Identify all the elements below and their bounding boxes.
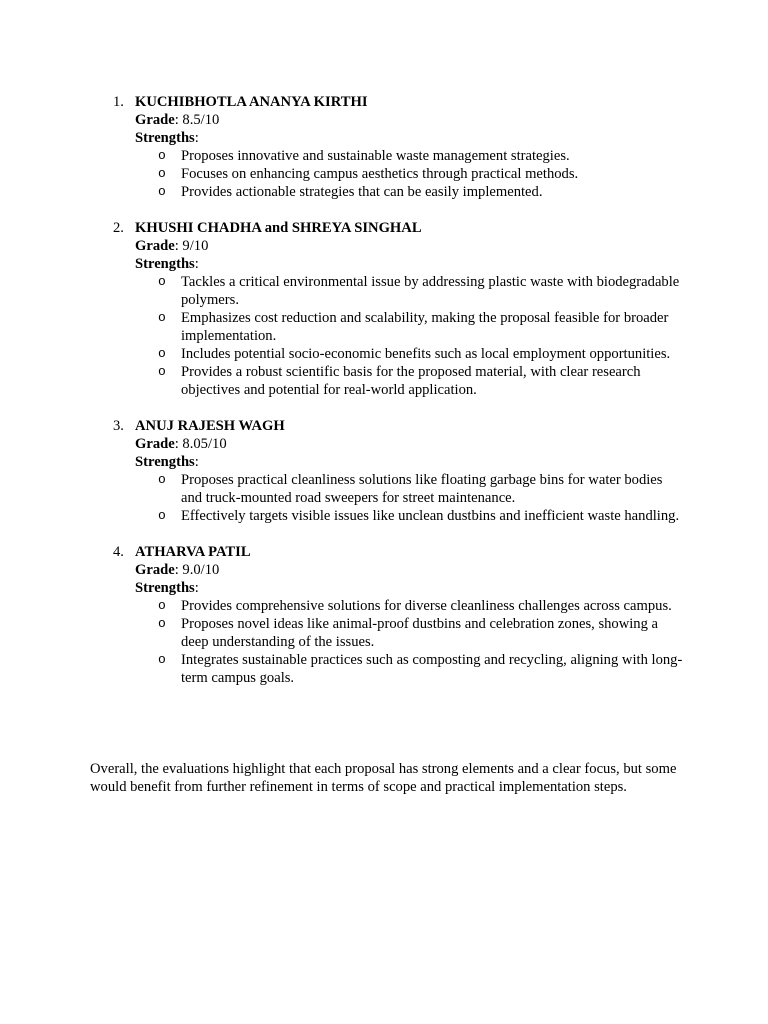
strengths-list [0, 471, 768, 525]
entry-number: 4. [113, 544, 124, 560]
strengths-colon: : [194, 256, 199, 272]
evaluation-entry [0, 93, 768, 201]
strength-item [0, 309, 768, 345]
participant-name: KUCHIBHOTLA ANANYA KIRTHI [135, 94, 368, 110]
grade-value: : 9.0/10 [174, 562, 220, 578]
bullet-icon: o [158, 346, 166, 361]
grade-label: Grade [135, 562, 175, 578]
bullet-icon: o [158, 166, 166, 181]
grade-line [0, 237, 768, 255]
strengths-heading [0, 129, 768, 147]
participant-name: ANUJ RAJESH WAGH [135, 418, 285, 434]
bullet-icon: o [158, 310, 166, 325]
strength-item [0, 363, 768, 399]
strength-text: Effectively targets visible issues like unclean dustbins and inefficient waste handling. [181, 508, 680, 524]
strength-item [0, 651, 768, 687]
strengths-label: Strengths [135, 454, 195, 470]
bullet-icon: o [158, 364, 166, 379]
bullet-icon: o [158, 472, 166, 487]
strength-item [0, 507, 768, 525]
entry-number: 3. [113, 418, 124, 434]
participant-name: ATHARVA PATIL [135, 544, 251, 560]
strength-text: Proposes practical cleanliness solutions like floating garbage bins for water bodies and truck-mounted road sweepers for street maintenance. [181, 472, 663, 506]
strength-item [0, 165, 768, 183]
entry-heading [0, 543, 768, 561]
strength-text: Provides actionable strategies that can be easily implemented. [181, 184, 543, 200]
strengths-colon: : [194, 580, 199, 596]
strength-item [0, 147, 768, 165]
strengths-label: Strengths [135, 256, 195, 272]
strength-text: Proposes innovative and sustainable waste management strategies. [181, 148, 570, 164]
bullet-icon: o [158, 616, 166, 631]
strength-item [0, 597, 768, 615]
grade-line [0, 111, 768, 129]
participant-name: KHUSHI CHADHA and SHREYA SINGHAL [135, 220, 422, 236]
evaluation-list [0, 93, 768, 705]
strength-item [0, 273, 768, 309]
strengths-label: Strengths [135, 580, 195, 596]
evaluation-entry [0, 543, 768, 687]
strength-text: Focuses on enhancing campus aesthetics through practical methods. [181, 166, 579, 182]
entry-heading [0, 219, 768, 237]
strengths-heading [0, 579, 768, 597]
strength-text: Emphasizes cost reduction and scalability, making the proposal feasible for broader implementation. [181, 310, 669, 344]
evaluation-entry [0, 417, 768, 525]
strength-item [0, 471, 768, 507]
strength-text: Tackles a critical environmental issue by addressing plastic waste with biodegradable polymers. [181, 274, 680, 308]
grade-label: Grade [135, 238, 175, 254]
grade-value: : 8.05/10 [174, 436, 227, 452]
bullet-icon: o [158, 274, 166, 289]
strengths-label: Strengths [135, 130, 195, 146]
grade-value: : 8.5/10 [174, 112, 220, 128]
grade-label: Grade [135, 112, 175, 128]
strengths-list [0, 273, 768, 399]
bullet-icon: o [158, 184, 166, 199]
strengths-list [0, 147, 768, 201]
entry-number: 1. [113, 94, 124, 110]
bullet-icon: o [158, 652, 166, 667]
conclusion-paragraph: Overall, the evaluations highlight that each proposal has strong elements and a clear focus, but some would benefit from further refinement in terms of scope and practical implementation steps. [90, 761, 677, 795]
bullet-icon: o [158, 508, 166, 523]
strength-item [0, 615, 768, 651]
entry-number: 2. [113, 220, 124, 236]
strength-item [0, 183, 768, 201]
bullet-icon: o [158, 598, 166, 613]
strengths-list [0, 597, 768, 687]
strengths-heading [0, 453, 768, 471]
strengths-colon: : [194, 454, 199, 470]
entry-heading [0, 93, 768, 111]
grade-value: : 9/10 [174, 238, 209, 254]
strength-text: Integrates sustainable practices such as composting and recycling, aligning with long-term campus goals. [181, 652, 683, 686]
strength-text: Provides a robust scientific basis for the proposed material, with clear research objectives and potential for real-world application. [181, 364, 641, 398]
entry-heading [0, 417, 768, 435]
strengths-heading [0, 255, 768, 273]
grade-line [0, 561, 768, 579]
evaluation-entry [0, 219, 768, 399]
strengths-colon: : [194, 130, 199, 146]
strength-text: Includes potential socio-economic benefits such as local employment opportunities. [181, 346, 671, 362]
strength-text: Proposes novel ideas like animal-proof dustbins and celebration zones, showing a deep understanding of the issues. [181, 616, 659, 650]
strength-item [0, 345, 768, 363]
grade-line [0, 435, 768, 453]
strength-text: Provides comprehensive solutions for diverse cleanliness challenges across campus. [181, 598, 672, 614]
grade-label: Grade [135, 436, 175, 452]
bullet-icon: o [158, 148, 166, 163]
